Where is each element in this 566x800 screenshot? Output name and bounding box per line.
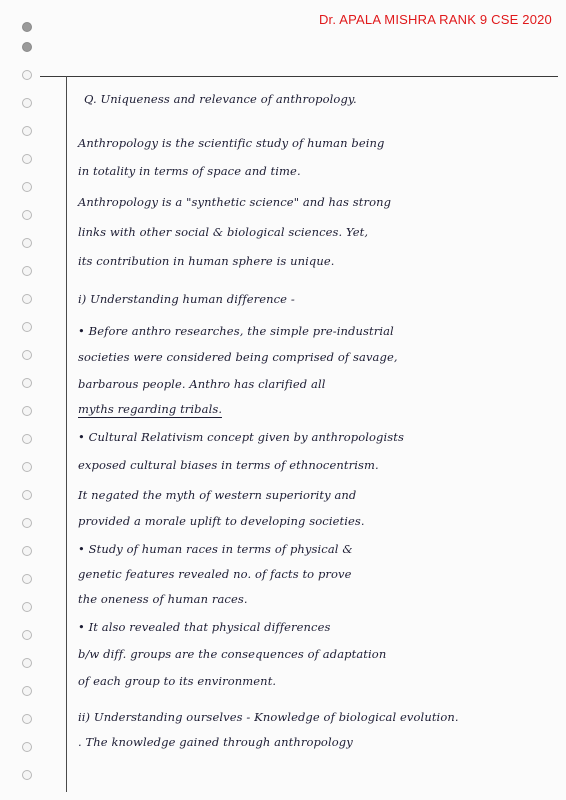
binder-hole <box>22 182 32 192</box>
binder-hole <box>22 22 32 32</box>
binder-hole <box>22 602 32 612</box>
binder-hole <box>22 378 32 388</box>
note-line: barbarous people. Anthro has clarified all <box>78 377 326 391</box>
binder-hole <box>22 770 32 780</box>
binder-hole <box>22 574 32 584</box>
binder-hole <box>22 462 32 472</box>
binder-hole <box>22 406 32 416</box>
binder-hole <box>22 238 32 248</box>
note-line: • It also revealed that physical differences <box>78 620 331 634</box>
note-line: • Before anthro researches, the simple pre-industrial <box>78 324 394 338</box>
section-heading: i) Understanding human difference - <box>78 292 295 306</box>
margin-rule-line <box>66 76 67 792</box>
note-line: provided a morale uplift to developing societies. <box>78 514 365 528</box>
binder-hole <box>22 42 32 52</box>
binder-hole <box>22 126 32 136</box>
note-line: myths regarding tribals. <box>78 402 223 416</box>
note-line: . The knowledge gained through anthropology <box>78 735 353 749</box>
note-line: Anthropology is the scientific study of human being <box>78 136 385 150</box>
binder-hole <box>22 686 32 696</box>
question-heading: Q. Uniqueness and relevance of anthropology. <box>84 92 357 106</box>
binder-hole <box>22 70 32 80</box>
note-line: the oneness of human races. <box>78 592 248 606</box>
note-line: links with other social & biological sciences. Yet, <box>78 225 369 239</box>
binder-hole <box>22 350 32 360</box>
note-line: of each group to its environment. <box>78 674 277 688</box>
binder-hole <box>22 98 32 108</box>
binder-hole <box>22 742 32 752</box>
binder-hole <box>22 630 32 640</box>
binder-hole <box>22 434 32 444</box>
binder-hole <box>22 266 32 276</box>
note-line: exposed cultural biases in terms of ethnocentrism. <box>78 458 379 472</box>
binder-hole <box>22 546 32 556</box>
note-line: • Study of human races in terms of physical & <box>78 542 353 556</box>
note-line: its contribution in human sphere is unique. <box>78 254 335 268</box>
note-line: Anthropology is a "synthetic science" and has strong <box>78 195 392 209</box>
binder-hole <box>22 294 32 304</box>
binder-hole <box>22 658 32 668</box>
binder-hole <box>22 210 32 220</box>
note-line: genetic features revealed no. of facts to prove <box>78 567 352 581</box>
binder-hole <box>22 518 32 528</box>
binder-hole <box>22 154 32 164</box>
binder-hole <box>22 490 32 500</box>
note-line: • Cultural Relativism concept given by anthropologists <box>78 430 405 444</box>
top-rule-line <box>40 76 558 77</box>
binder-holes <box>22 18 36 788</box>
page-header-title: Dr. APALA MISHRA RANK 9 CSE 2020 <box>318 12 552 27</box>
note-line: in totality in terms of space and time. <box>78 164 301 178</box>
note-line: It negated the myth of western superiority and <box>78 488 357 502</box>
binder-hole <box>22 322 32 332</box>
note-line: b/w diff. groups are the consequences of adaptation <box>78 647 387 661</box>
section-heading: ii) Understanding ourselves - Knowledge of biological evolution. <box>78 710 459 724</box>
note-line: societies were considered being comprised of savage, <box>78 350 398 364</box>
binder-hole <box>22 714 32 724</box>
